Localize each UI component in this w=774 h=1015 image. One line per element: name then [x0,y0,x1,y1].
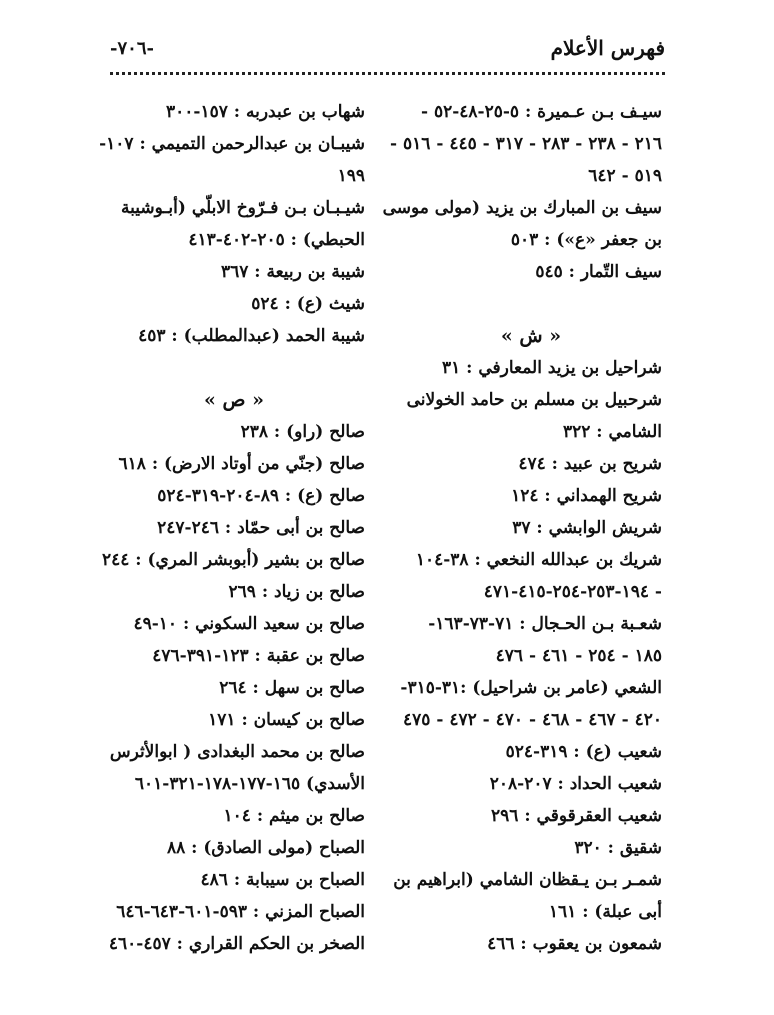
index-entry-line: شهاب بن عبدربه : ١٥٧-٣٠٠ [165,102,365,122]
index-entry-line: أبى عبلة) : ١٦١ [548,902,662,922]
index-entry-line: شريش الوابشي : ٣٧ [512,518,662,538]
index-entry-line: شعيب الحداد : ٢٠٧-٢٠٨ [489,774,662,794]
index-column-left [99,96,365,960]
index-entry-line: سيـف بـن عـميرة : ٥-٢٥-٤٨-٥٢ - [420,102,662,122]
index-entry-line: ٢١٦ - ٢٣٨ - ٢٨٣ - ٣١٧ - ٤٤٥ - ٥١٦ - [390,134,662,154]
index-entry-line: شقيق : ٣٢٠ [574,838,662,858]
index-entry-line: صالح بن سعيد السكوني : ١٠-٤٩ [133,614,365,634]
index-entry-line: صالح (راو) : ٢٣٨ [240,422,365,442]
index-entry-line: الصخر بن الحكم القراري : ٤٥٧-٤٦٠ [108,934,365,954]
index-entry-line: الأسدي) ١٦٥-١٧٧-١٧٨-٣٢١-٦٠١ [134,774,365,794]
index-entry-line: صالح بن زياد : ٢٦٩ [228,582,365,602]
index-entry-line: شيث (ع) : ٥٢٤ [251,294,365,314]
index-entry-line: شرحبيل بن مسلم بن حامد الخولانى [406,390,662,410]
section-letter-heading: « ص » [204,389,264,411]
index-entry-line: شراحيل بن يزيد المعارفي : ٣١ [441,358,662,378]
index-entry-line: الصباح المزني : ٥٩٣-٦٠١-٦٤٣-٦٤٦ [116,902,365,922]
index-entry-line: سيف التّمار : ٥٤٥ [535,262,662,282]
index-entry-line: الصباح (مولى الصادق) : ٨٨ [166,838,365,858]
page-header [110,36,665,72]
index-entry-line: شيبة الحمد (عبدالمطلب) : ٤٥٣ [138,326,365,346]
index-entry-line: صالح بن سهل : ٢٦٤ [219,678,365,698]
index-entry-line: الصباح بن سيبابة : ٤٨٦ [200,870,365,890]
index-entry-line: صالح (جنّي من أوتاد الارض) : ٦١٨ [118,454,365,474]
index-entry-line: شمعون بن يعقوب : ٤٦٦ [487,934,662,954]
index-entry-line: صالح بن كيسان : ١٧١ [208,710,365,730]
dotted-divider [110,72,665,75]
index-entry-line: شمـر بـن يـقظان الشامي (ابراهيم بن [393,870,662,890]
index-entry-line: ١٩٩ [337,166,365,186]
index-entry-line: صالح بن عقبة : ١٢٣-٣٩١-٤٧٦ [152,646,365,666]
index-entry-line: صالح (ع) : ٨٩-٢٠٤-٣١٩-٥٢٤ [157,486,365,506]
index-entry-line: الشعي (عامر بن شراحيل) :٣١-٣١٥- [400,678,662,698]
page-title: فهرس الأعلام [550,36,665,60]
index-entry-line: شعيب العقرقوقي : ٢٩٦ [491,806,662,826]
index-entry-line: شريح بن عبيد : ٤٧٤ [518,454,662,474]
index-entry-line: صالح بن أبى حمّاد : ٢٤٦-٢٤٧ [157,518,365,538]
index-entry-line: - ١٩٤-٢٥٣-٢٥٤-٤١٥-٤٧١ [483,582,662,602]
index-entry-line: ٤٢٠ - ٤٦٧ - ٤٦٨ - ٤٧٠ - ٤٧٢ - ٤٧٥ [403,710,662,730]
index-entry-line: شعـبة بـن الحـجال : ٧١-٧٣-١٦٣- [428,614,662,634]
index-entry-line: سيف بن المبارك بن يزيد (مولى موسى [382,198,662,218]
index-entry-line: صالح بن ميثم : ١٠٤ [223,806,365,826]
index-entry-line: الشامي : ٣٢٢ [562,422,662,442]
index-column-right [382,96,662,960]
index-entry-line: ٥١٩ - ٦٤٢ [588,166,662,186]
index-entry-line [400,288,662,320]
index-entry-line: ١٨٥ - ٢٥٤ - ٤٦١ - ٤٧٦ [495,646,662,666]
index-entry-line: شيبة بن ربيعة : ٣٦٧ [220,262,365,282]
index-entry-line: صالح بن بشير (أبوبشر المري) : ٢٤٤ [101,550,365,570]
index-entry-line: شريح الهمداني : ١٢٤ [511,486,662,506]
index-entry-line: الحبطي) : ٢٠٥-٤٠٢-٤١٣ [188,230,365,250]
index-entry-line: شعيب (ع) : ٣١٩-٥٢٤ [505,742,662,762]
index-entry-line: شريك بن عبدالله النخعي : ٣٨-١٠٤ [415,550,662,570]
page-number: -٧٠٦- [110,38,154,59]
index-entry-line: صالح بن محمد البغدادى ( ابوالأثرس [109,742,365,762]
index-entry-line: شيبـان بن عبدالرحمن التميمي : ١٠٧- [99,134,365,154]
section-letter-heading: « ش » [500,325,562,347]
index-entry-line: بن جعفر «ع») : ٥٠٣ [510,230,662,250]
index-entry-line [103,352,365,384]
index-entry-line: شيـبـان بـن فـرّوخ الابلّي (أبـوشيبة [121,198,365,218]
